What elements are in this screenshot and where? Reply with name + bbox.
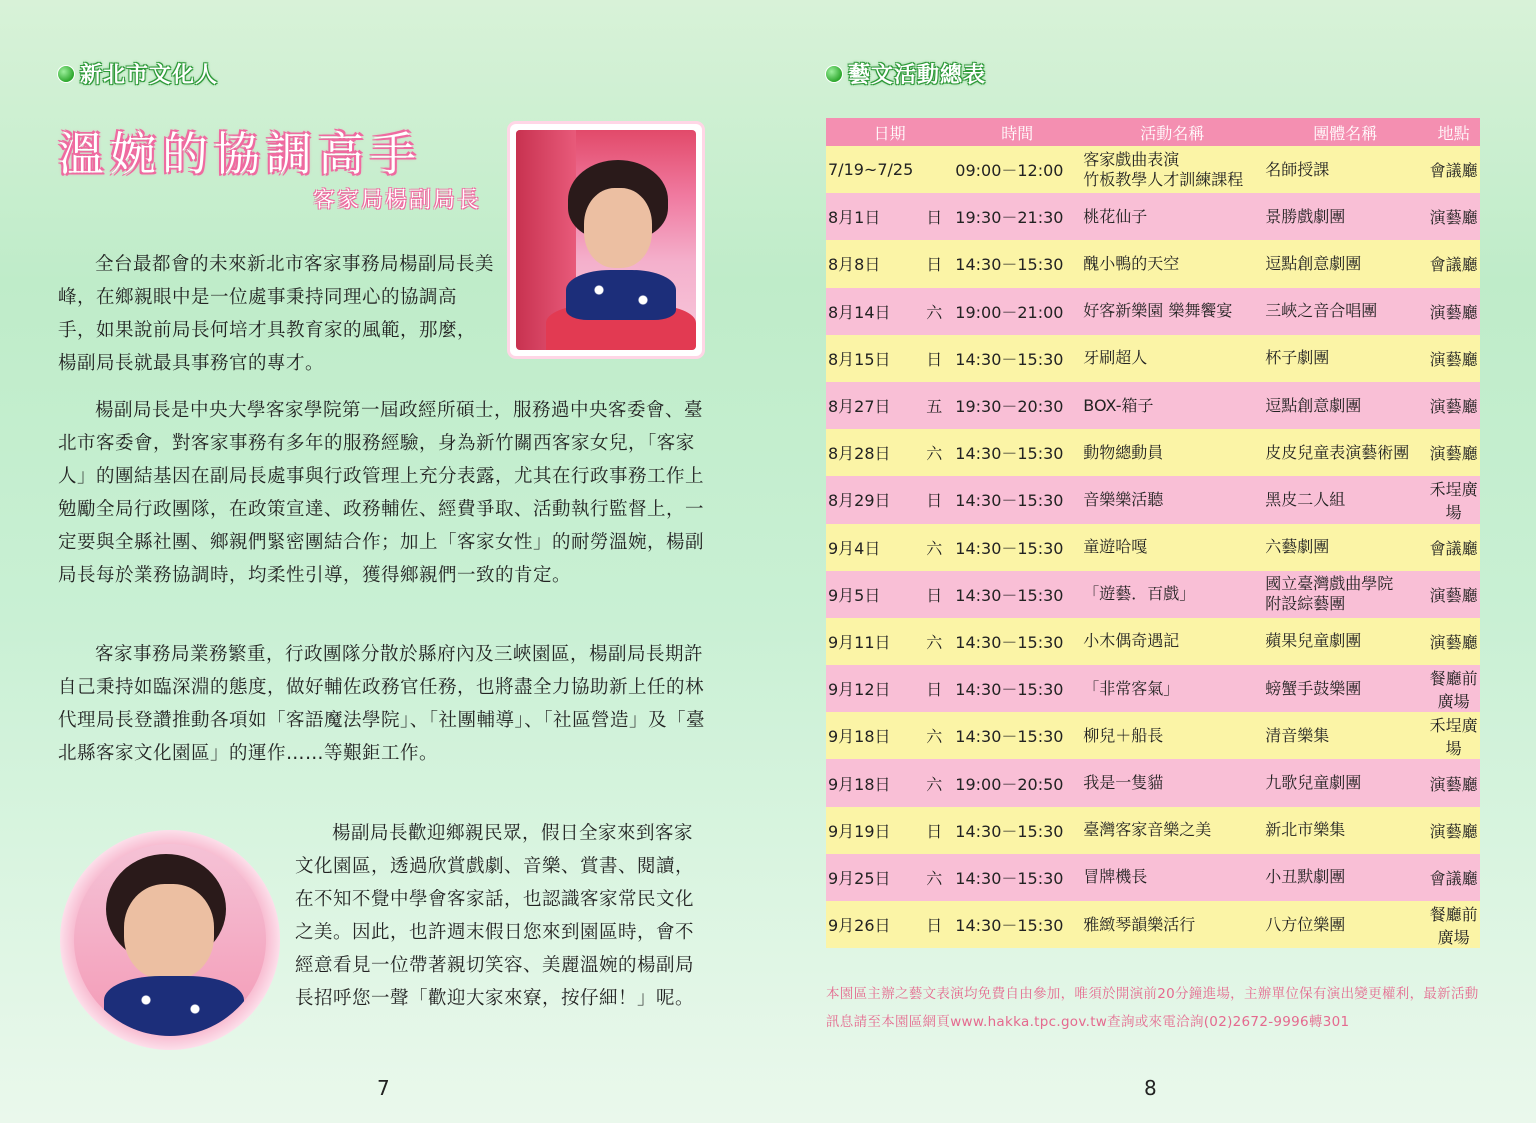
cell-venue: 會議廳 [1427,854,1480,901]
cell-venue: 演藝廳 [1427,759,1480,806]
cell-venue: 會議廳 [1427,524,1480,571]
table-row [826,429,1480,476]
cell-venue: 會議廳 [1427,240,1480,287]
cell-name: 雅緻琴韻樂活行 [1081,901,1263,948]
header-time: 時間 [953,118,1081,146]
cell-dow: 六 [915,618,953,665]
green-dot-icon [826,66,842,82]
section-title: 新北市文化人 [80,63,219,88]
cell-name: 音樂樂活聽 [1081,476,1263,523]
cell-time: 14:30－15:30 [953,476,1081,523]
table-row [826,288,1480,335]
cell-org: 八方位樂團 [1263,901,1427,948]
cell-venue: 演藝廳 [1427,618,1480,665]
cell-dow: 五 [915,382,953,429]
cell-time: 19:30－20:30 [953,382,1081,429]
table-row [826,524,1480,571]
section-heading-right [826,58,986,89]
cell-name: 柳兒＋船長 [1081,712,1263,759]
cell-time: 14:30－15:30 [953,854,1081,901]
page-number-left: 7 [377,1076,390,1100]
cell-dow: 日 [915,193,953,240]
cell-name: 童遊哈嘎 [1081,524,1263,571]
cell-date: 7/19~7/25 [826,146,915,193]
cell-date: 8月14日 [826,288,915,335]
cell-dow: 六 [915,759,953,806]
cell-venue: 演藝廳 [1427,807,1480,854]
cell-date: 8月1日 [826,193,915,240]
cell-name: 客家戲曲表演 竹板教學人才訓練課程 [1081,146,1263,193]
cell-time: 14:30－15:30 [953,901,1081,948]
portrait-photo [510,124,702,356]
cell-name: 桃花仙子 [1081,193,1263,240]
page-number-right: 8 [1144,1076,1157,1100]
cell-date: 9月18日 [826,759,915,806]
cell-dow: 六 [915,854,953,901]
cell-venue: 演藝廳 [1427,335,1480,382]
cell-time: 19:30－21:30 [953,193,1081,240]
cell-org: 螃蟹手鼓樂團 [1263,665,1427,712]
cell-dow [915,146,953,193]
cell-venue: 演藝廳 [1427,429,1480,476]
cell-dow: 日 [915,665,953,712]
cell-org: 九歌兒童劇團 [1263,759,1427,806]
cell-date: 8月28日 [826,429,915,476]
cell-org: 杯子劇團 [1263,335,1427,382]
cell-org: 逗點創意劇團 [1263,240,1427,287]
cell-time: 14:30－15:30 [953,429,1081,476]
cell-dow: 日 [915,335,953,382]
cell-time: 14:30－15:30 [953,240,1081,287]
cell-org: 蘋果兒童劇團 [1263,618,1427,665]
cell-name: 「非常客氣」 [1081,665,1263,712]
cell-org: 皮皮兒童表演藝術團 [1263,429,1427,476]
table-row [826,854,1480,901]
cell-date: 8月8日 [826,240,915,287]
cell-date: 8月15日 [826,335,915,382]
cell-venue: 禾埕廣場 [1427,712,1480,759]
header-name: 活動名稱 [1081,118,1263,146]
cell-venue: 演藝廳 [1427,193,1480,240]
cell-venue: 餐廳前廣場 [1427,901,1480,948]
cell-time: 14:30－15:30 [953,571,1081,618]
header-org: 團體名稱 [1263,118,1427,146]
paragraph-3: 客家事務局業務繁重，行政團隊分散於縣府內及三峽園區，楊副局長期許自己秉持如臨深淵的態度，做好輔佐政務官任務，也將盡全力協助新上任的林代理局長登讚推動各項如「客語魔法學院」、「社團輔導」、「社區營造」及「臺北縣客家文化園區」的運作……等艱鉅工作。 [58,644,706,764]
round-portrait-photo [60,830,280,1050]
cell-date: 9月19日 [826,807,915,854]
cell-date: 9月12日 [826,665,915,712]
cell-dow: 六 [915,288,953,335]
table-row [826,665,1480,712]
cell-org: 清音樂集 [1263,712,1427,759]
green-dot-icon [58,66,74,82]
cell-date: 9月18日 [826,712,915,759]
table-row [826,901,1480,948]
cell-time: 19:00－21:00 [953,288,1081,335]
cell-dow: 日 [915,901,953,948]
cell-dow: 日 [915,240,953,287]
cell-org: 逗點創意劇團 [1263,382,1427,429]
article-title: 溫婉的協調高手 [58,127,422,181]
cell-name: BOX-箱子 [1081,382,1263,429]
cell-dow: 日 [915,476,953,523]
cell-dow: 六 [915,429,953,476]
cell-time: 14:30－15:30 [953,335,1081,382]
cell-org: 小丑默劇團 [1263,854,1427,901]
cell-date: 8月27日 [826,382,915,429]
cell-venue: 演藝廳 [1427,288,1480,335]
paragraph-1: 全台最都會的未來新北市客家事務局楊副局長美峰，在鄉親眼中是一位處事秉持同理心的協調高手，如果說前局長何培才具教育家的風範，那麼，楊副局長就最具事務官的專才。 [58,254,495,374]
table-row [826,146,1480,193]
cell-org: 三峽之音合唱團 [1263,288,1427,335]
cell-date: 9月25日 [826,854,915,901]
cell-name: 醜小鴨的天空 [1081,240,1263,287]
footnote: 本園區主辦之藝文表演均免費自由參加，唯須於開演前20分鐘進場，主辦單位保有演出變更權利，最新活動訊息請至本園區網頁www.hakka.tpc.gov.tw查詢或來電洽詢(02)2672-9996轉301 [826,986,1479,1030]
cell-org: 景勝戲劇團 [1263,193,1427,240]
cell-dow: 日 [915,571,953,618]
cell-org: 新北市樂集 [1263,807,1427,854]
header-date: 日期 [826,118,953,146]
cell-name: 「遊藝．百戲」 [1081,571,1263,618]
cell-date: 9月4日 [826,524,915,571]
header-venue: 地點 [1427,118,1480,146]
events-table [826,118,1480,948]
cell-venue: 禾埕廣場 [1427,476,1480,523]
cell-time: 14:30－15:30 [953,665,1081,712]
cell-org: 黑皮二人組 [1263,476,1427,523]
cell-name: 我是一隻貓 [1081,759,1263,806]
table-row [826,759,1480,806]
cell-org: 國立臺灣戲曲學院 附設綜藝團 [1263,571,1427,618]
cell-date: 9月26日 [826,901,915,948]
cell-dow: 六 [915,712,953,759]
cell-time: 14:30－15:30 [953,618,1081,665]
cell-time: 19:00－20:50 [953,759,1081,806]
cell-dow: 日 [915,807,953,854]
table-row [826,476,1480,523]
cell-dow: 六 [915,524,953,571]
table-row [826,193,1480,240]
paragraph-4: 楊副局長歡迎鄉親民眾，假日全家來到客家文化園區，透過欣賞戲劇、音樂、賞書、閱讀，在不知不覺中學會客家話，也認識客家常民文化之美。因此，也許週末假日您來到園區時，會不經意看見一位帶著親切笑容、美麗溫婉的楊副局長招呼您一聲「歡迎大家來寮，按仔細！」呢。 [295,823,695,1009]
cell-venue: 演藝廳 [1427,382,1480,429]
cell-date: 8月29日 [826,476,915,523]
cell-date: 9月11日 [826,618,915,665]
table-row [826,712,1480,759]
cell-org: 名師授課 [1263,146,1427,193]
cell-venue: 餐廳前廣場 [1427,665,1480,712]
table-header-row [826,118,1480,146]
cell-name: 臺灣客家音樂之美 [1081,807,1263,854]
cell-name: 牙刷超人 [1081,335,1263,382]
cell-venue: 演藝廳 [1427,571,1480,618]
section-title: 藝文活動總表 [848,63,987,88]
table-row [826,807,1480,854]
cell-name: 冒牌機長 [1081,854,1263,901]
cell-name: 好客新樂園 樂舞饗宴 [1081,288,1263,335]
paragraph-2: 楊副局長是中央大學客家學院第一屆政經所碩士，服務過中央客委會、臺北市客委會，對客家事務有多年的服務經驗，身為新竹關西客家女兒，「客家人」的團結基因在副局長處事與行政管理上充分表露，尤其在行政事務工作上勉勵全局行政團隊，在政策宣達、政務輔佐、經費爭取、活動執行監督上，一定要與全縣社團、鄉親們緊密團結合作；加上「客家女性」的耐勞溫婉，楊副局長每於業務協調時，均柔性引導，獲得鄉親們一致的肯定。 [58,400,705,586]
cell-time: 14:30－15:30 [953,712,1081,759]
cell-time: 14:30－15:30 [953,807,1081,854]
cell-name: 小木偶奇遇記 [1081,618,1263,665]
section-heading-left [58,58,218,89]
table-row [826,335,1480,382]
cell-venue: 會議廳 [1427,146,1480,193]
table-row [826,571,1480,618]
right-page [768,0,1536,1123]
table-row [826,382,1480,429]
article-subtitle: 客家局楊副局長 [313,188,482,213]
table-row [826,240,1480,287]
table-row [826,618,1480,665]
cell-date: 9月5日 [826,571,915,618]
cell-time: 09:00－12:00 [953,146,1081,193]
cell-org: 六藝劇團 [1263,524,1427,571]
cell-time: 14:30－15:30 [953,524,1081,571]
cell-name: 動物總動員 [1081,429,1263,476]
